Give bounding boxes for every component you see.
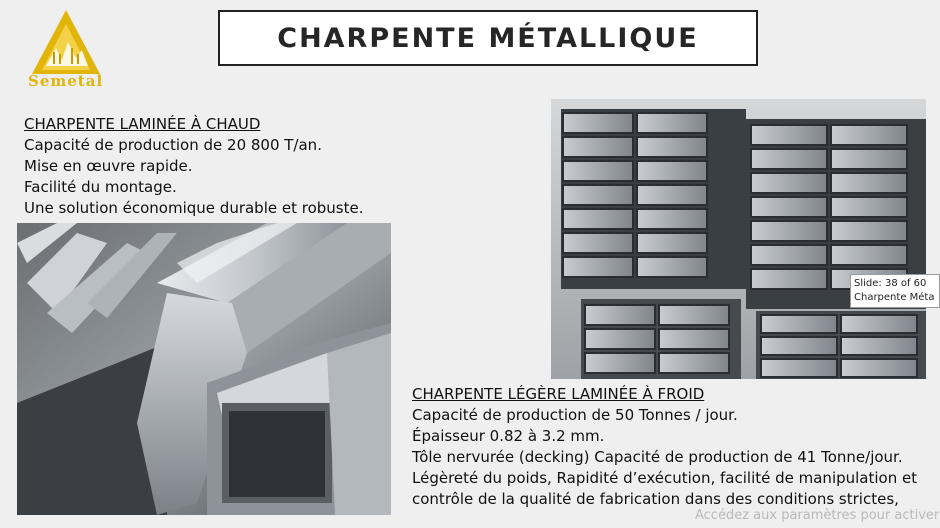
steel-beams-photo: [17, 223, 391, 515]
cold-rolled-line: Tôle nervurée (decking) Capacité de production de 41 Tonne/jour.: [412, 448, 903, 466]
cold-rolled-line: Épaisseur 0.82 à 3.2 mm.: [412, 427, 605, 445]
activate-windows-watermark: Accédez aux paramètres pour activer: [695, 508, 940, 523]
hot-rolled-line: Facilité du montage.: [24, 178, 177, 196]
logo-wordmark: Semetal: [28, 72, 104, 90]
hot-rolled-line: Une solution économique durable et robuste.: [24, 199, 364, 217]
cold-rolled-line: Légèreté du poids, Rapidité d’exécution, facilité de manipulation et: [412, 469, 918, 487]
cold-rolled-heading: CHARPENTE LÉGÈRE LAMINÉE À FROID: [412, 385, 705, 403]
cold-rolled-line: contrôle de la qualité de fabrication dans des conditions strictes,: [412, 490, 899, 508]
cold-rolled-line: Capacité de production de 50 Tonnes / jour.: [412, 406, 738, 424]
slide-tooltip: [850, 274, 940, 308]
tooltip-slide-number: Slide: 38 of 60: [854, 278, 927, 289]
hot-rolled-line: Capacité de production de 20 800 T/an.: [24, 136, 322, 154]
hot-rolled-section: [24, 114, 404, 219]
hot-rolled-line: Mise en œuvre rapide.: [24, 157, 193, 175]
hot-rolled-heading: CHARPENTE LAMINÉE À CHAUD: [24, 115, 261, 133]
slide-title: CHARPENTE MÉTALLIQUE: [277, 22, 699, 54]
tooltip-slide-name: Charpente Méta: [854, 292, 935, 303]
cold-rolled-section: [412, 384, 932, 510]
steel-purlins-photo: [551, 99, 926, 379]
title-box: [218, 10, 758, 66]
